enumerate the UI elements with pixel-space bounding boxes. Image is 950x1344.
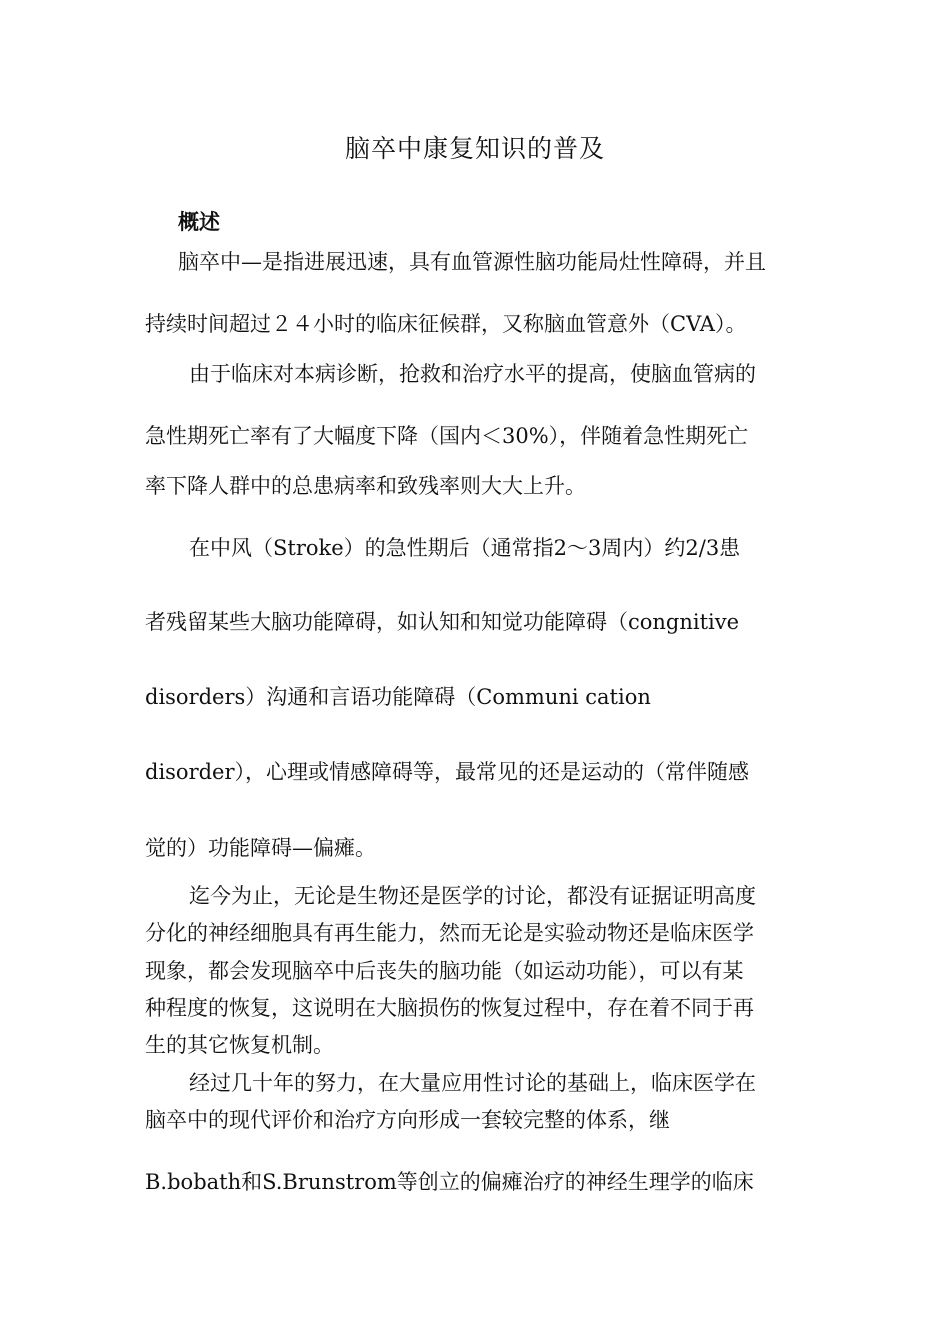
section-heading: 概述 bbox=[178, 209, 220, 234]
paragraph-line: disorder），心理或情感障碍等，最常见的还是运动的（常伴随感 bbox=[145, 760, 750, 784]
paragraph-line: 者残留某些大脑功能障碍，如认知和知觉功能障碍（congnitive bbox=[145, 610, 740, 634]
paragraph-line: 脑卒中的现代评价和治疗方向形成一套较完整的体系，继 bbox=[145, 1108, 670, 1132]
paragraph-line: 生的其它恢复机制。 bbox=[145, 1033, 334, 1057]
paragraph-line: 觉的）功能障碍—偏瘫。 bbox=[145, 836, 376, 860]
paragraph-line: 率下降人群中的总患病率和致残率则大大上升。 bbox=[145, 474, 586, 498]
paragraph-line: 脑卒中—是指进展迅速，具有血管源性脑功能局灶性障碍，并且 bbox=[178, 250, 766, 274]
paragraph-line: B.bobath和S.Brunstrom等创立的偏瘫治疗的神经生理学的临床 bbox=[145, 1170, 754, 1194]
paragraph-line: 种程度的恢复，这说明在大脑损伤的恢复过程中，存在着不同于再 bbox=[145, 996, 754, 1020]
paragraph-line: 持续时间超过２４小时的临床征候群，又称脑血管意外（CVA）。 bbox=[145, 312, 747, 336]
document-title: 脑卒中康复知识的普及 bbox=[344, 134, 605, 163]
paragraph-line: 经过几十年的努力，在大量应用性讨论的基础上，临床医学在 bbox=[189, 1071, 756, 1095]
paragraph-line: 迄今为止，无论是生物还是医学的讨论，都没有证据证明高度 bbox=[189, 884, 756, 908]
paragraph-line: 现象，都会发现脑卒中后丧失的脑功能（如运动功能），可以有某 bbox=[145, 959, 744, 983]
paragraph-line: disorders）沟通和言语功能障碍（Communi cation bbox=[145, 685, 651, 709]
paragraph-line: 由于临床对本病诊断，抢救和治疗水平的提高，使脑血管病的 bbox=[189, 362, 756, 386]
paragraph-line: 在中风（Stroke）的急性期后（通常指2～3周内）约2/3患 bbox=[189, 536, 741, 560]
paragraph-line: 分化的神经细胞具有再生能力，然而无论是实验动物还是临床医学 bbox=[145, 921, 754, 945]
paragraph-line: 急性期死亡率有了大幅度下降（国内＜30%），伴随着急性期死亡 bbox=[145, 424, 749, 448]
